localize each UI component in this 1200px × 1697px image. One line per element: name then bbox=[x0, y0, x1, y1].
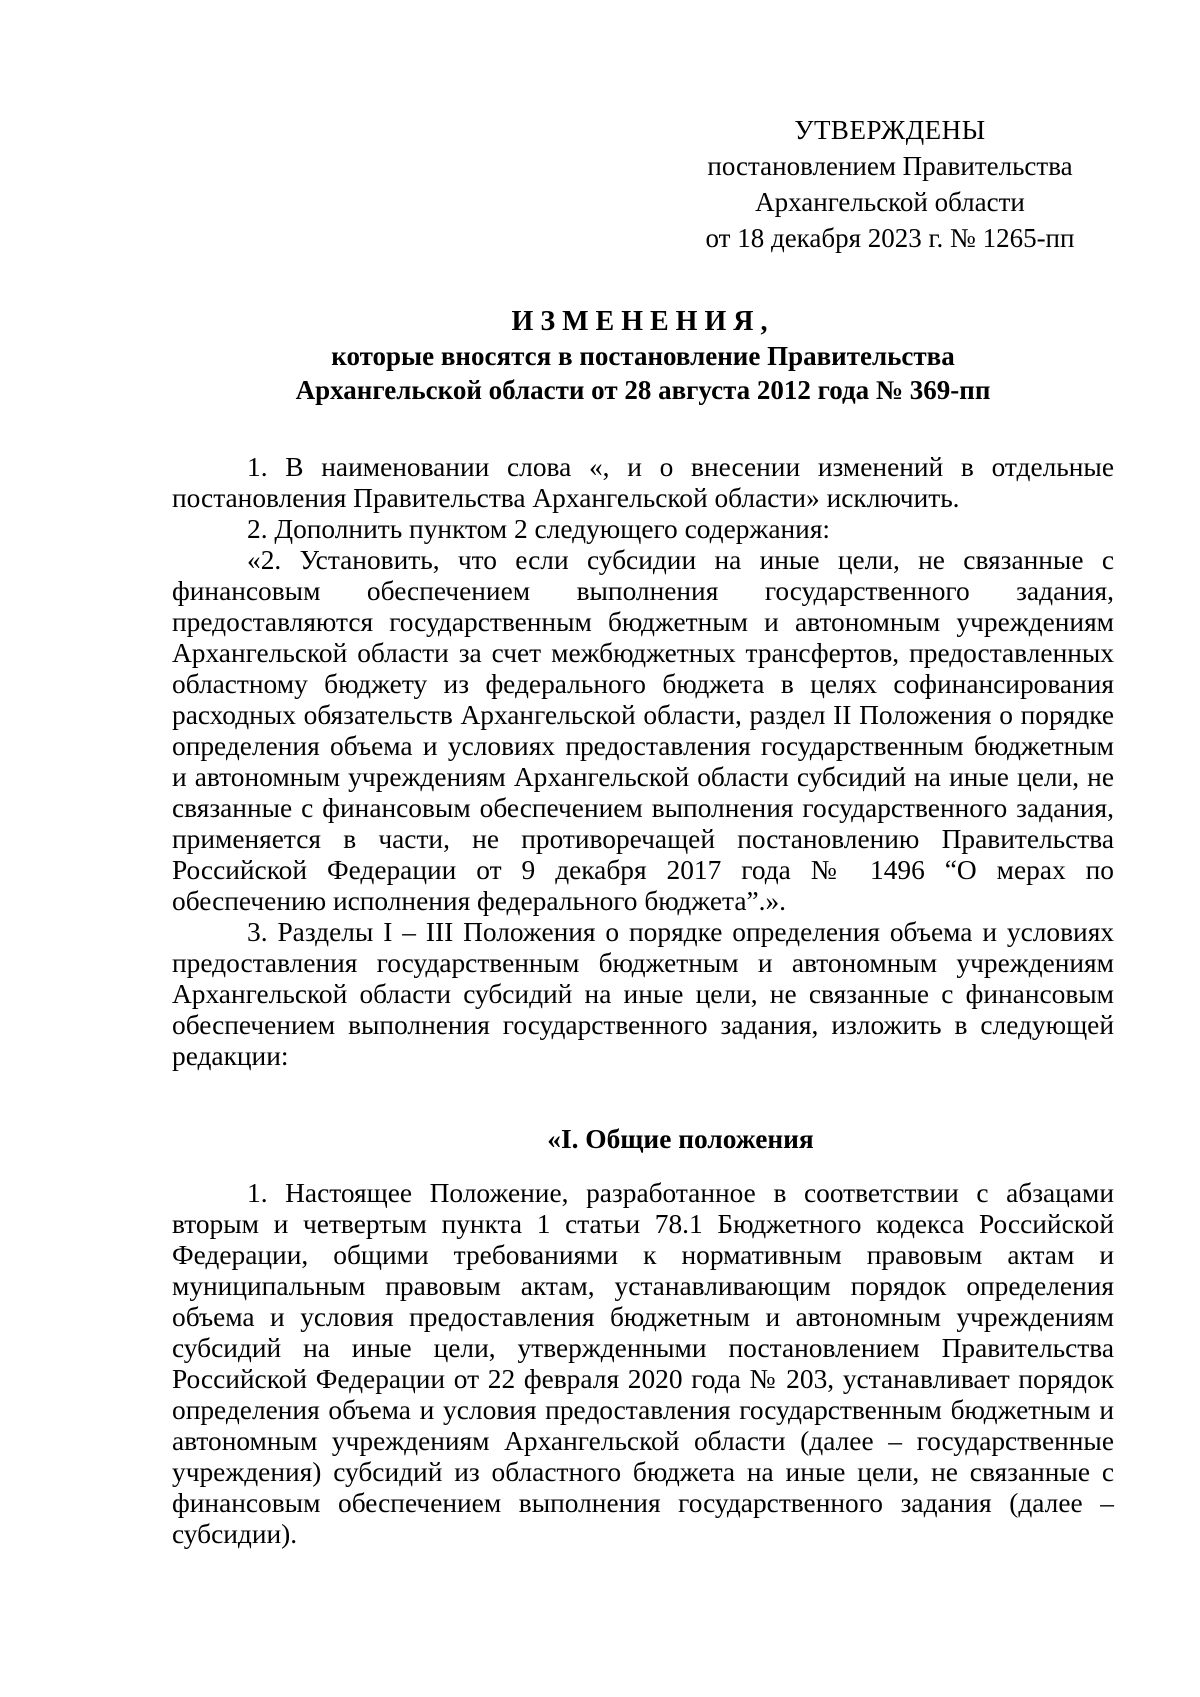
paragraph-2: 2. Дополнить пунктом 2 следующего содержания: bbox=[247, 514, 831, 544]
approval-stamp bbox=[690, 112, 1090, 256]
paragraph-5: 1. Настоящее Положение, разработанное в соответствии с абзацами вторым и четвертым пункта 1 статьи 78.1 Бюджетного кодекса Российской Федерации, общими требованиями к нормативным правовым актам и муниципальным правовым актам, устанавливающим порядок определения объема и условия предоставления бюджетным и автономным учреждениям субсидий на иные цели, утвержденными постановлением Правительства Российской Федерации от 22 февраля 2020 года № 203, устанавливает порядок определения объема и условия предоставления государственным бюджетным и автономным учреждениям Архангельской области (далее – государственные учреждения) субсидий из областного бюджета на иные цели, не связанные с финансовым обеспечением выполнения государственного задания (далее – субсидии). bbox=[172, 1178, 1114, 1549]
paragraph-1: 1. В наименовании слова «, и о внесении изменений в отдельные постановления Правительства Архангельской области» исключить. bbox=[172, 452, 1114, 513]
document-body bbox=[172, 452, 1114, 1550]
title-line-2: Архангельской области от 28 августа 2012 года № 369-пп bbox=[295, 375, 991, 405]
document-title bbox=[172, 305, 1114, 407]
paragraph-4: 3. Разделы I – III Положения о порядке определения объема и условиях предоставления государственным бюджетным и автономным учреждениям Архангельской области субсидий на иные цели, не связанные с финансовым обеспечением выполнения государственного задания, изложить в следующей редакции: bbox=[172, 917, 1114, 1071]
approval-line-2: Архангельской области bbox=[755, 187, 1025, 217]
title-heading: ИЗМЕНЕНИЯ, bbox=[511, 306, 775, 337]
approval-heading: УТВЕРЖДЕНЫ bbox=[794, 115, 986, 145]
paragraph-3: «2. Установить, что если субсидии на иные цели, не связанные с финансовым обеспечением выполнения государственного задания, предоставляются государственным бюджетным и автономным учреждениям Архангельской области за счет межбюджетных трансфертов, предоставленных областному бюджету из федерального бюджета в целях софинансирования расходных обязательств Архангельской области, раздел II Положения о порядке определения объема и условиях предоставления государственным бюджетным и автономным учреждениям Архангельской области субсидий на иные цели, не связанные с финансовым обеспечением выполнения государственного задания, применяется в части, не противоречащей постановлению Правительства Российской Федерации от 9 декабря 2017 года № 1496 “О мерах по обеспечению исполнения федерального бюджета”.». bbox=[172, 545, 1114, 916]
approval-line-3: от 18 декабря 2023 г. № 1265-пп bbox=[705, 223, 1075, 253]
approval-line-1: постановлением Правительства bbox=[707, 151, 1073, 181]
title-line-1: которые вносятся в постановление Правительства bbox=[331, 341, 955, 371]
section-heading: «I. Общие положения bbox=[547, 1124, 814, 1154]
